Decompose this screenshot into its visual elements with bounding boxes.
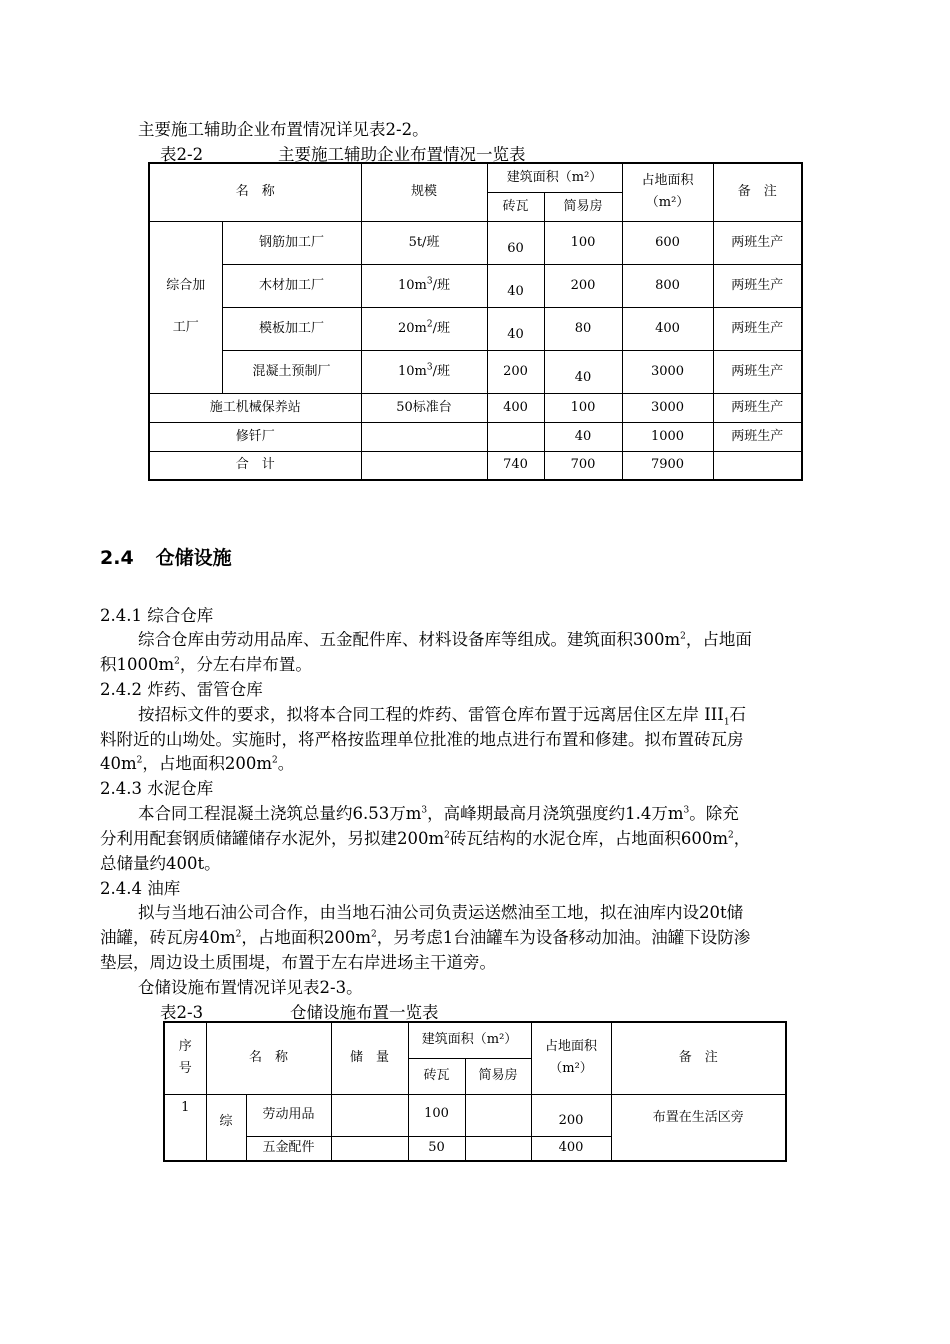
row-name: 钢筋加工厂: [222, 221, 361, 264]
row-name: 五金配件: [246, 1136, 331, 1161]
table-row: [149, 221, 802, 264]
intro-line: 主要施工辅助企业布置情况详见表2-2。: [138, 120, 429, 139]
paragraph-line: 综合仓库由劳动用品库、五金配件库、材料设备库等组成。建筑面积$300m^2$，占地面: [138, 630, 752, 649]
intro-line-2: 仓储设施布置情况详见表2-3。: [138, 978, 363, 997]
header-simple: 简易房: [465, 1058, 531, 1094]
header-simple: 简易房: [544, 192, 622, 221]
table-row: [149, 393, 802, 422]
row-scale: $20m^2/$班: [361, 307, 487, 350]
row-scale: 50标准台: [361, 393, 487, 422]
row-simple: 80: [544, 307, 622, 350]
header-land-area-line2: （m²）: [549, 1061, 593, 1077]
row-note: 两班生产: [713, 350, 802, 393]
row-note: 两班生产: [713, 393, 802, 422]
row-note: 布置在生活区旁: [611, 1094, 786, 1161]
header-storage: 储 量: [331, 1022, 408, 1094]
row-note: 两班生产: [713, 307, 802, 350]
row-simple: 100: [544, 221, 622, 264]
header-seq-line1: 序: [178, 1039, 192, 1055]
header-land-area-line2: （m²）: [645, 195, 690, 211]
header-land-area-line1: 占地面积: [545, 1039, 598, 1055]
paragraph-line: 垫层，周边设土质围堤，布置于左右岸进场主干道旁。: [100, 953, 496, 972]
header-brick: 砖瓦: [487, 192, 544, 221]
table-row: [149, 350, 802, 393]
row-brick: 400: [487, 393, 544, 422]
group-label-line1: 综合加: [166, 278, 206, 293]
row-land: 3000: [622, 393, 713, 422]
row-simple: 100: [544, 393, 622, 422]
row-storage: [331, 1094, 408, 1136]
row-scale: [361, 422, 487, 451]
row-brick: 40: [487, 307, 544, 350]
header-seq: [164, 1022, 206, 1094]
header-seq-line2: 号: [178, 1061, 192, 1077]
table-row: [164, 1094, 786, 1136]
section-title: 仓储设施: [155, 547, 232, 569]
header-note: 备 注: [713, 163, 802, 221]
row-simple: 40: [544, 422, 622, 451]
row-note: 两班生产: [713, 422, 802, 451]
header-build-area: 建筑面积（m²）: [408, 1022, 531, 1058]
table23-caption-number: 表2-3: [160, 1003, 204, 1022]
row-simple: 700: [544, 451, 622, 480]
row-name: 修钎厂: [149, 422, 361, 451]
row-land: 600: [622, 221, 713, 264]
table-2-3: [163, 1021, 787, 1162]
header-note: 备 注: [611, 1022, 786, 1094]
row-scale: $10m^3/$班: [361, 264, 487, 307]
row-storage: [331, 1136, 408, 1161]
header-build-area: 建筑面积（m²）: [487, 163, 622, 192]
header-land-area: [622, 163, 713, 221]
row-name: 劳动用品: [246, 1094, 331, 1136]
row-land: 800: [622, 264, 713, 307]
row-brick: [487, 422, 544, 451]
table22-caption-number: 表2-2: [160, 145, 204, 164]
header-scale: 规模: [361, 163, 487, 221]
row-note: [713, 451, 802, 480]
group-label-line2: 工厂: [172, 320, 199, 335]
row-name: 木材加工厂: [222, 264, 361, 307]
row-simple: 200: [544, 264, 622, 307]
subsection-heading-2-4-3: 2.4.3 水泥仓库: [100, 779, 214, 798]
paragraph-line: 油罐，砖瓦房$40m^2$，占地面积$200m^2$，另考虑1台油罐车为设备移动加油。油罐下设防渗: [100, 928, 751, 947]
row-simple: [465, 1094, 531, 1136]
header-name: 名 称: [206, 1022, 331, 1094]
header-land-area: [531, 1022, 611, 1094]
header-name: 名 称: [149, 163, 361, 221]
group-label: [149, 221, 222, 393]
row-name: 合 计: [149, 451, 361, 480]
row-note: 两班生产: [713, 221, 802, 264]
row-name: 混凝土预制厂: [222, 350, 361, 393]
section-heading: [100, 543, 232, 570]
paragraph-line: 分利用配套钢质储罐储存水泥外，另拟建$200m^2$砖瓦结构的水泥仓库，占地面积$600m^2$，: [100, 829, 751, 848]
row-name: 模板加工厂: [222, 307, 361, 350]
row-brick: 200: [487, 350, 544, 393]
row-scale: $10m^3/$班: [361, 350, 487, 393]
table-2-2: [148, 162, 803, 481]
row-land: 1000: [622, 422, 713, 451]
paragraph-line: [138, 701, 747, 728]
row-simple: 40: [544, 350, 622, 393]
subsection-heading-2-4-4: 2.4.4 油库: [100, 879, 181, 898]
subsection-heading-2-4-1: 2.4.1 综合仓库: [100, 606, 214, 625]
table-row: [149, 264, 802, 307]
row-note: 两班生产: [713, 264, 802, 307]
row-brick: 740: [487, 451, 544, 480]
paragraph-line: 积$1000m^2$，分左右岸布置。: [100, 655, 312, 674]
table23-caption-title: 仓储设施布置一览表: [290, 1003, 439, 1022]
row-land: 3000: [622, 350, 713, 393]
row-scale: 5t/班: [361, 221, 487, 264]
table-row: [149, 422, 802, 451]
row-brick: 100: [408, 1094, 465, 1136]
row-land: 400: [531, 1136, 611, 1161]
row-land: 400: [622, 307, 713, 350]
text-span: 按招标文件的要求，拟将本合同工程的炸药、雷管仓库布置于远离居住区左岸 III: [138, 705, 724, 724]
text-span: 石: [729, 705, 747, 724]
row-seq: 1: [164, 1094, 206, 1161]
paragraph-line: 总储量约400t。: [100, 854, 221, 873]
row-brick: 50: [408, 1136, 465, 1161]
row-land: 7900: [622, 451, 713, 480]
paragraph-line: 本合同工程混凝土浇筑总量约6.53万$m^3$，高峰期最高月浇筑强度约1.4万$m^3$。除充: [138, 804, 739, 823]
row-name: 施工机械保养站: [149, 393, 361, 422]
group-char: 综: [206, 1094, 246, 1161]
header-brick: 砖瓦: [408, 1058, 465, 1094]
section-number: 2.4: [100, 547, 134, 569]
paragraph-line: $40m^2$，占地面积$200m^2$。: [100, 754, 295, 773]
header-land-area-line1: 占地面积: [641, 173, 694, 189]
table-row: [149, 307, 802, 350]
table-total-row: [149, 451, 802, 480]
row-brick: 60: [487, 221, 544, 264]
row-simple: [465, 1136, 531, 1161]
table22-caption-title: 主要施工辅助企业布置情况一览表: [278, 145, 526, 164]
row-brick: 40: [487, 264, 544, 307]
paragraph-line: 料附近的山坳处。实施时，将严格按监理单位批准的地点进行布置和修建。拟布置砖瓦房: [100, 730, 744, 749]
subscript: 1: [723, 717, 730, 728]
subsection-heading-2-4-2: 2.4.2 炸药、雷管仓库: [100, 680, 263, 699]
row-scale: [361, 451, 487, 480]
row-land: 200: [531, 1094, 611, 1136]
paragraph-line: 拟与当地石油公司合作，由当地石油公司负责运送燃油至工地，拟在油库内设20t储: [138, 903, 744, 922]
